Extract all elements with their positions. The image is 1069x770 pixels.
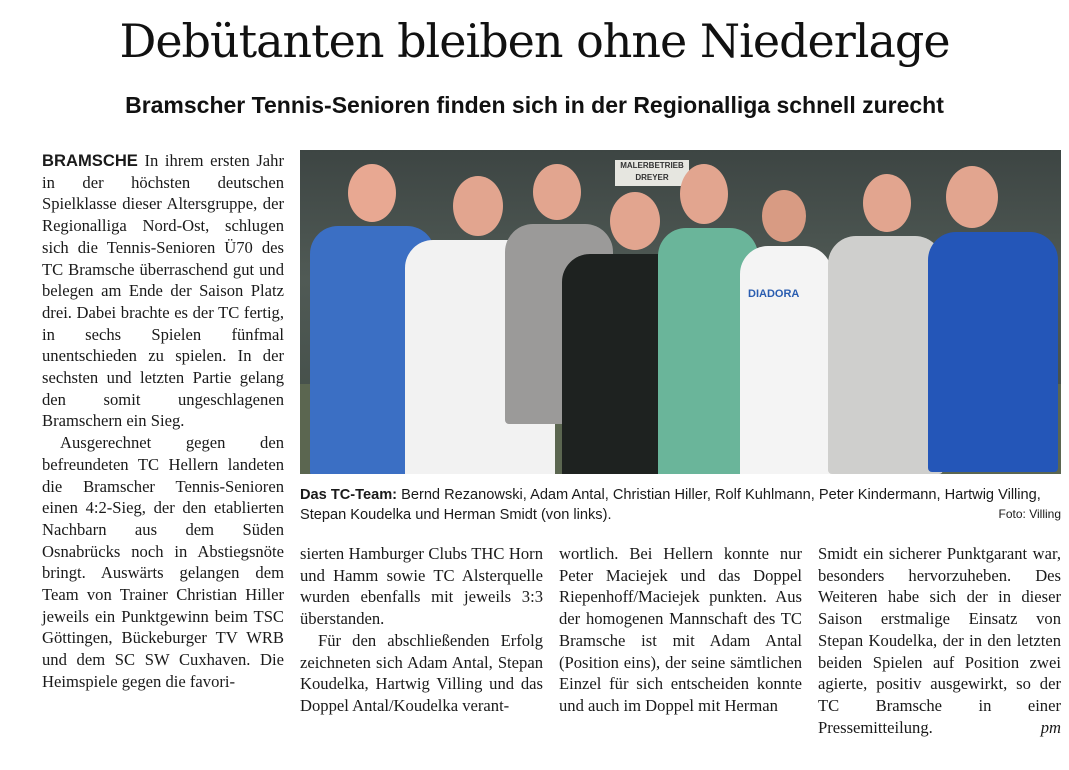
subheadline: Bramscher Tennis-Senioren finden sich in der Regionalliga schnell zurecht — [125, 92, 944, 118]
article-column-3 — [559, 543, 802, 717]
headline: Debütanten bleiben ohne Niederlage — [119, 14, 950, 68]
column-3-text: wortlich. Bei Hellern konnte nur Peter Maciejek und das Doppel Riepenhoff/Maciejek punkten. Aus der homogenen Mannschaft des TC Bramsche ist mit Adam Antal (Position eins), der seine sämtlichen Einzel für sich entscheiden konnte und auch im Doppel mit Herman — [559, 544, 802, 715]
dateline: BRAMSCHE — [42, 151, 138, 170]
caption-label: Das TC-Team: — [300, 487, 398, 503]
author-initials: pm — [1040, 717, 1061, 737]
team-photo — [300, 150, 1061, 474]
column-2-paragraph-2: Für den abschließenden Erfolg zeichneten sich Adam Antal, Stepan Koudelka, Hartwig Villing und das Doppel Antal/Koudelka verant- — [300, 630, 543, 715]
paragraph-1-text: In ihrem ersten Jahr in der höchsten deutschen Spielklasse dieser Altersgruppe, der Regionalliga Nord-Ost, schlugen sich die Tennis-Senioren Ü70 des TC Bramsche überraschend gut und belegen am Ende der Saison Platz drei. Dabei brachte es der TC fertig, in sechs Spielen fünfmal unentschieden zu spielen. In der sechsten und letzten Partie gelang den somit ungeschlagenen Bramschern ein Sieg. — [42, 151, 284, 431]
article-column-4 — [818, 543, 1061, 738]
article-paragraph-1 — [42, 150, 284, 432]
column-2-paragraph-1: sierten Hamburger Clubs THC Horn und Hamm sowie TC Alsterquelle wurden ebenfalls mit jeweils 3:3 überstanden. — [300, 544, 543, 629]
sponsor-sign: MALERBETRIEB DREYER — [615, 160, 689, 186]
photo-caption — [300, 485, 1061, 525]
jacket-logo: DIADORA — [748, 288, 800, 300]
column-4-body: Smidt ein sicherer Punktgarant war, besonders hervorzuheben. Des Weiteren habe sich der in dieser Saison erstmalige Einsatz von Stepan Koudelka, der in den letzten beiden Spielen auf Position zwei agierte, positiv ausgewirkt, so der TC Bramsche in einer Pressemitteilung. — [818, 544, 1061, 737]
caption-text: Bernd Rezanowski, Adam Antal, Christian Hiller, Rolf Kuhlmann, Peter Kindermann, Hartwig Villing, Stepan Koudelka und Herman Smidt (von links). — [300, 487, 1041, 523]
article-column-2 — [300, 543, 543, 717]
column-4-text — [818, 543, 1061, 738]
article-column-1 — [42, 150, 284, 693]
photo-credit: Foto: Villing — [998, 507, 1061, 521]
article-paragraph-2: Ausgerechnet gegen den befreundeten TC Hellern landeten die Bramscher Tennis-Senioren einen 4:2-Sieg, der den etablierten Nachbarn aus dem Süden Osnabrücks noch in Abstiegsnöte bringt. Auswärts gelangen dem Team von Trainer Christian Hiller jeweils ein Punktgewinn beim TSC Göttingen, Bückeburger TV WRB und dem SC SW Cuxhaven. Die Heimspiele gegen die favori- — [42, 433, 284, 691]
